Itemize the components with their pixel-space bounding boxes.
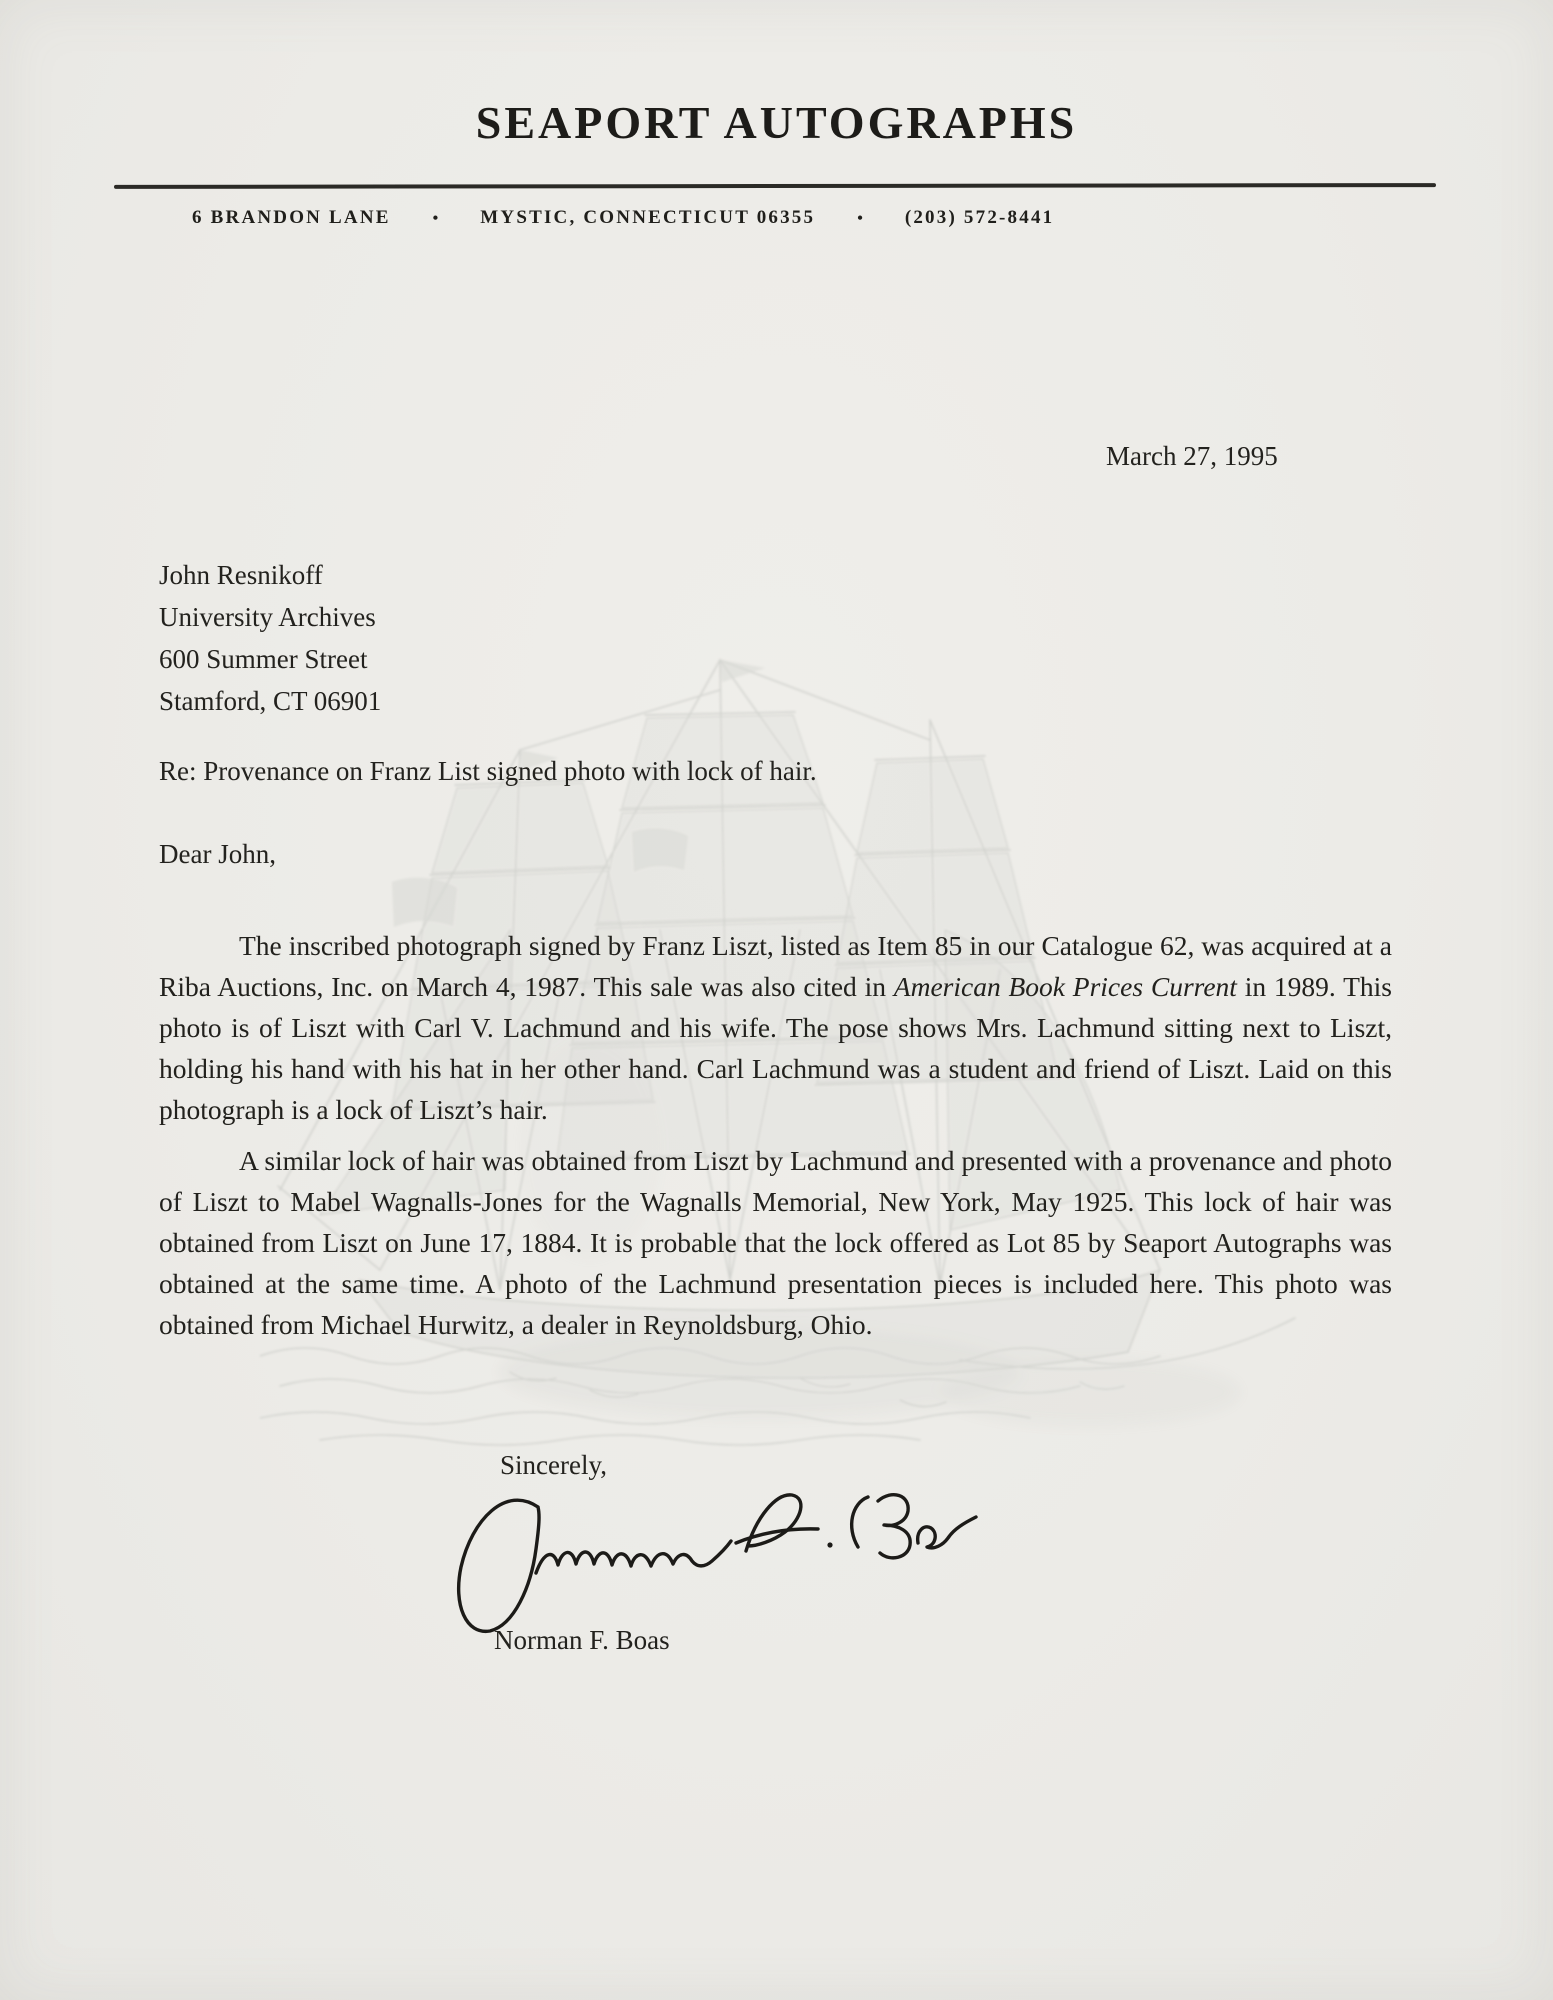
letter-date: March 27, 1995 (1106, 441, 1278, 471)
paragraph-1-text: The inscribed photograph signed by Franz Liszt, listed as Item 85 in our Catalogue 62, was acquired at a Riba Auctions, Inc. on March 4, 1987. This sale was also cited in (159, 930, 1392, 1002)
typed-signature-name: Norman F. Boas (494, 1625, 670, 1655)
letterhead-address-row (192, 207, 1054, 229)
bullet-separator-icon: • (857, 210, 863, 227)
valediction: Sincerely, (500, 1450, 607, 1480)
recipient-address-block (159, 554, 381, 722)
letterhead-city: MYSTIC, CONNECTICUT 06355 (480, 207, 816, 228)
letterhead-rule (114, 183, 1436, 189)
recipient-street: 600 Summer Street (159, 644, 368, 674)
salutation: Dear John, (159, 839, 276, 869)
paragraph-2: A similar lock of hair was obtained from Liszt by Lachmund and presented with a provenance and photo of Liszt to Mabel Wagnalls-Jones for the Wagnalls Memorial, New York, May 1925. This lock of hair was obtained from Liszt on June 17, 1884. It is probable that the lock offered as Lot 85 by Seaport Autographs was obtained at the same time. A photo of the Lachmund presentation pieces is included here. This photo was obtained from Michael Hurwitz, a dealer in Reynoldsburg, Ohio. (159, 1145, 1392, 1340)
recipient-name: John Resnikoff (159, 560, 323, 590)
company-name: SEAPORT AUTOGRAPHS (475, 97, 1078, 148)
paragraph-1-text-continued: in 1989. This photo is of Liszt with Carl V. Lachmund and his wife. The pose shows Mrs. Lachmund sitting next to Liszt, holding his hand with his hat in her other hand. Carl Lachmund was a student and friend of Liszt. Laid on this photograph is a lock of Liszt’s hair. (159, 971, 1392, 1125)
bullet-separator-icon: • (432, 210, 439, 227)
recipient-city: Stamford, CT 06901 (159, 686, 382, 716)
recipient-organization: University Archives (159, 602, 376, 632)
letterhead-street: 6 BRANDON LANE (192, 207, 391, 228)
paragraph-1 (159, 925, 1392, 1130)
letterhead-phone: (203) 572-8441 (904, 207, 1055, 228)
subject-line: Re: Provenance on Franz List signed photo with lock of hair. (159, 756, 817, 786)
paragraph-1-italic-title: American Book Prices Current (893, 971, 1237, 1002)
letter-body (159, 925, 1392, 1345)
